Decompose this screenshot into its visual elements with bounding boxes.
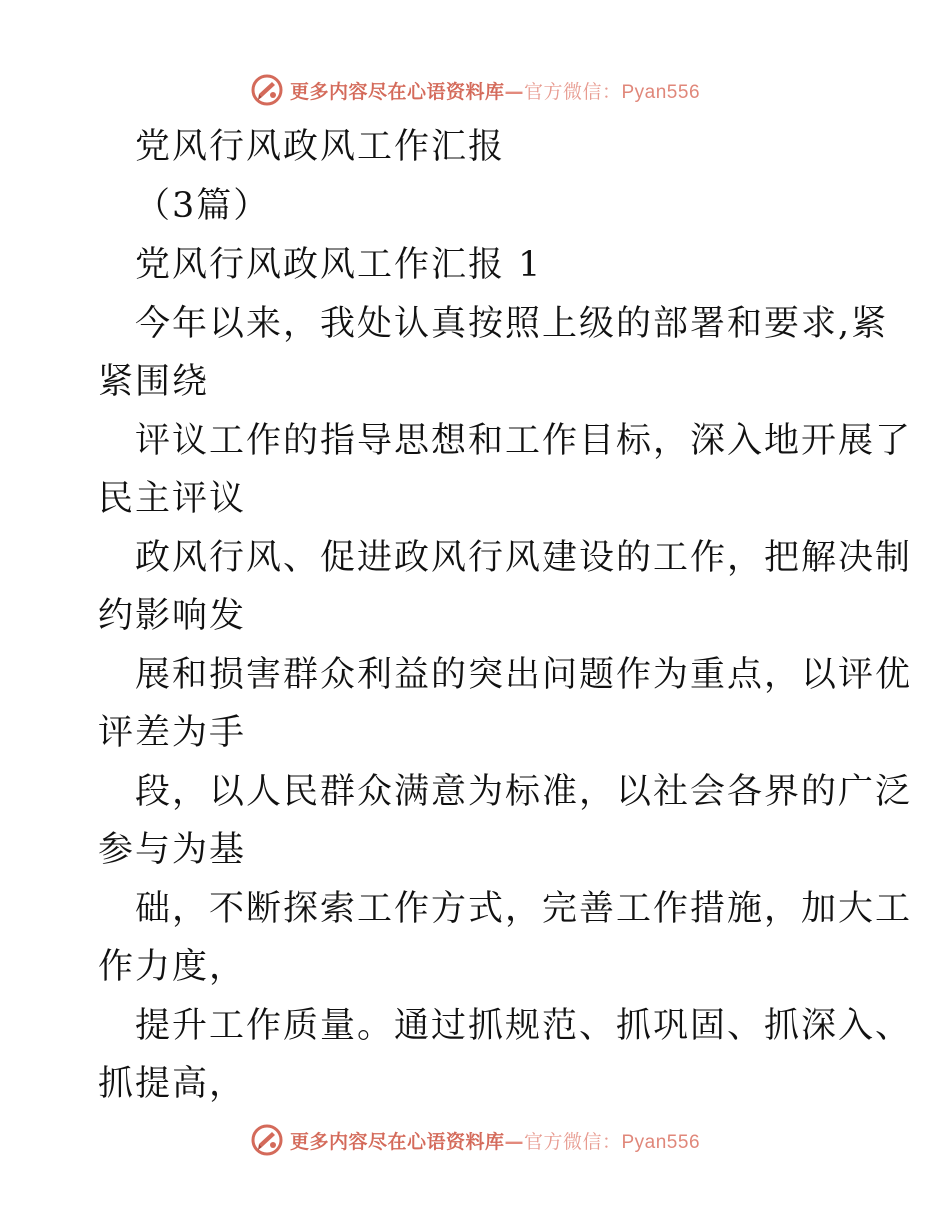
banner-brand: 更多内容尽在心语资料库 (289, 80, 505, 103)
paragraph-line: 提升工作质量。通过抓规范、抓巩固、抓深入、 (135, 1006, 913, 1046)
paragraph-line: 约影响发 (98, 596, 247, 636)
logo-icon (250, 1123, 284, 1157)
paragraph-line: 段，以人民群众满意为标准，以社会各界的广泛 (135, 772, 913, 812)
paragraph-line: 础，不断探索工作方式，完善工作措施，加大工 (135, 889, 913, 929)
section-heading: 党风行风政风工作汇报 1 (135, 245, 543, 285)
footer-banner (0, 1120, 950, 1160)
banner-text (290, 77, 700, 104)
paragraph-line: 评差为手 (98, 713, 247, 753)
paragraph-line: 参与为基 (98, 830, 247, 870)
paragraph-line: 抓提高， (98, 1064, 247, 1104)
paragraph-line: 今年以来，我处认真按照上级的部署和要求,紧 (135, 304, 889, 344)
document-title: 党风行风政风工作汇报 (135, 127, 506, 167)
paragraph-line: 展和损害群众利益的突出问题作为重点，以评优 (135, 655, 913, 695)
banner-account: Pyan556 (621, 1131, 701, 1153)
banner-account: Pyan556 (621, 81, 701, 103)
banner-separator: — (504, 80, 524, 103)
banner-brand: 更多内容尽在心语资料库 (289, 1130, 505, 1153)
banner-content (250, 1123, 700, 1157)
paragraph-line: 紧围绕 (98, 362, 210, 402)
paragraph-line: 作力度， (98, 947, 247, 987)
paragraph-line: 民主评议 (98, 479, 247, 519)
banner-content (250, 73, 700, 107)
paragraph-line: 评议工作的指导思想和工作目标，深入地开展了 (135, 421, 913, 461)
paragraph-line: 政风行风、促进政风行风建设的工作，把解决制 (135, 538, 913, 578)
banner-official-label: 官方微信： (523, 80, 622, 103)
logo-icon (250, 73, 284, 107)
header-banner (0, 70, 950, 110)
banner-text (290, 1127, 700, 1154)
banner-official-label: 官方微信： (523, 1130, 622, 1153)
banner-separator: — (504, 1130, 524, 1153)
document-subtitle: （3篇） (135, 186, 271, 226)
